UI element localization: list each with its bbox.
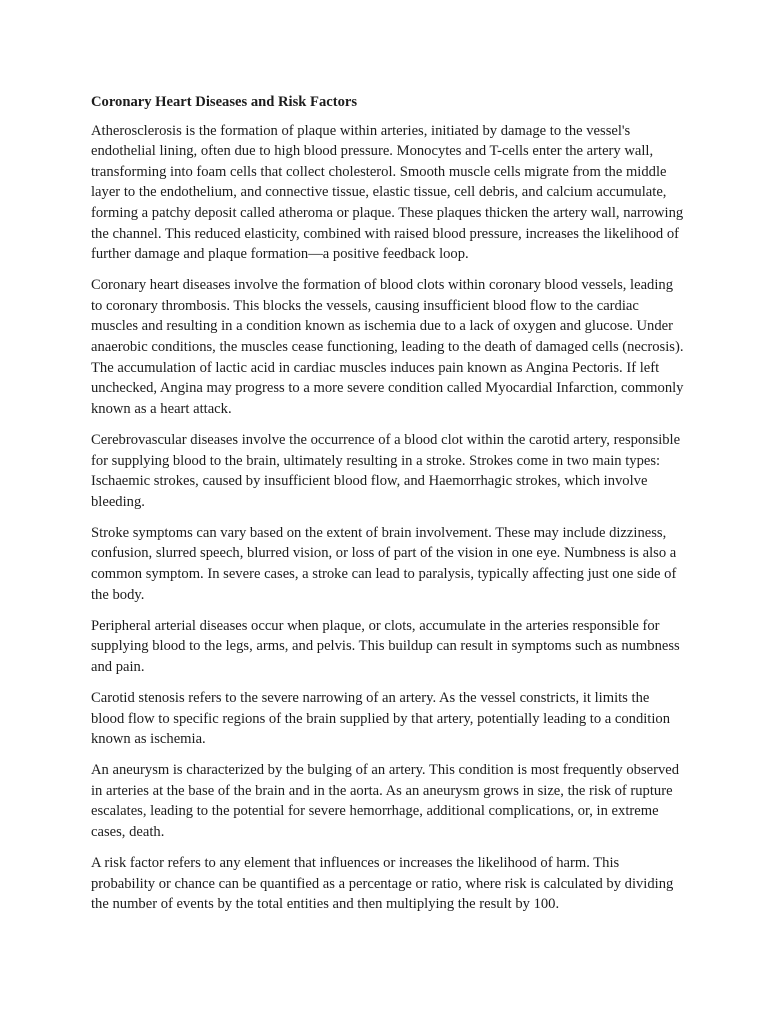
document-body (91, 92, 686, 925)
paragraph-coronary-heart-diseases: Coronary heart diseases involve the formation of blood clots within coronary blood vessels, leading to coronary thrombosis. This blocks the vessels, causing insufficient blood flow to the cardiac muscles and resulting in a condition known as ischemia due to a lack of oxygen and glucose. Under anaerobic conditions, the muscles cease functioning, leading to the death of damaged cells (necrosis). The accumulation of lactic acid in cardiac muscles induces pain known as Angina Pectoris. If left unchecked, Angina may progress to a more severe condition called Myocardial Infarction, commonly known as a heart attack. (91, 277, 684, 417)
paragraph-atherosclerosis: Atherosclerosis is the formation of plaque within arteries, initiated by damage to the vessel's endothelial lining, often due to high blood pressure. Monocytes and T-cells enter the artery wall, transforming into foam cells that collect cholesterol. Smooth muscle cells migrate from the middle layer to the endothelium, and connective tissue, elastic tissue, cell debris, and calcium accumulate, forming a patchy deposit called atheroma or plaque. These plaques thicken the artery wall, narrowing the channel. This reduced elasticity, combined with raised blood pressure, increases the likelihood of further damage and plaque formation—a positive feedback loop. (91, 122, 684, 263)
paragraph-stroke-symptoms: Stroke symptoms can vary based on the extent of brain involvement. These may include dizziness, confusion, slurred speech, blurred vision, or loss of part of the vision in one eye. Numbness is also a common symptom. In severe cases, a stroke can lead to paralysis, typically affecting just one side of the body. (91, 524, 677, 603)
paragraph-aneurysm: An aneurysm is characterized by the bulging of an artery. This condition is most frequently observed in arteries at the base of the brain and in the aorta. As an aneurysm grows in size, the risk of rupture escalates, leading to the potential for severe hemorrhage, additional complications, or, in extreme cases, death. (91, 762, 680, 840)
document-title: Coronary Heart Diseases and Risk Factors (91, 94, 358, 110)
paragraph-risk-factor: A risk factor refers to any element that influences or increases the likelihood of harm. This probability or chance can be quantified as a percentage or ratio, where risk is calculated by dividing the number of events by the total entities and then multiplying the result by 100. (91, 855, 674, 913)
paragraph-cerebrovascular-diseases: Cerebrovascular diseases involve the occurrence of a blood clot within the carotid artery, responsible for supplying blood to the brain, ultimately resulting in a stroke. Strokes come in two main types: Ischaemic strokes, caused by insufficient blood flow, and Haemorrhagic strokes, which involve bleeding. (91, 431, 681, 510)
paragraph-peripheral-arterial-diseases: Peripheral arterial diseases occur when plaque, or clots, accumulate in the arteries responsible for supplying blood to the legs, arms, and pelvis. This buildup can result in symptoms such as numbness and pain. (91, 617, 680, 675)
paragraph-carotid-stenosis: Carotid stenosis refers to the severe narrowing of an artery. As the vessel constricts, it limits the blood flow to specific regions of the brain supplied by that artery, potentially leading to a condition known as ischemia. (91, 689, 671, 748)
